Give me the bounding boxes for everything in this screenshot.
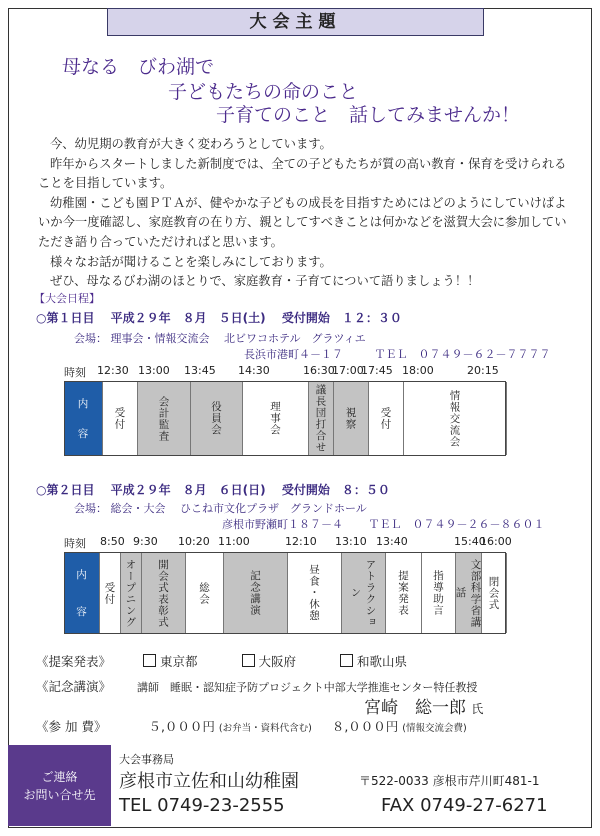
day2-label: ○第２日目 [36,483,95,497]
day2-time-tick: 10:20 [178,535,210,548]
day2-timeline-cell: 閉会式 [482,553,507,633]
speaker-suffix: 氏 [471,702,484,716]
fee-2-note: (情報交流会費) [402,723,467,734]
fee-row [36,717,467,735]
proposal-label: 《提案発表》 [36,654,112,669]
day1-date: 平成２９年 ８月 ５日(土) [110,311,266,325]
checkbox-icon [143,654,156,667]
office-name: 大会事務局 [119,753,174,766]
day2-timeline-cell: アトラクション [342,553,386,633]
day1-venue [74,330,366,346]
intro-paragraph: 幼稚園・こども園ＰＴＡが、健やかな子どもの成長を目指すためにはどのようにしていけばよいか今一度確認し、家庭教育の在り方、親としてすべきことは何かなどを滋賀大会に参加していただき語り合っていただければと思います。 [38,195,567,249]
day2-time-tick: 13:40 [376,535,408,548]
day1-time-tick: 20:15 [467,364,499,377]
day1-timeline-cell: 受付 [103,382,138,455]
day2-time-tick: 13:10 [335,535,367,548]
fee-2: ８,０００円 [331,719,399,734]
intro-paragraph: 様々なお話が聞けることを楽しみにしております。 [50,254,332,269]
proposal-option: 東京都 [143,654,198,669]
day2-timeline-cell: 受付 [100,553,121,633]
venue-name: 理事会・情報交流会 北ビワコホテル グラツィエ [110,332,366,345]
venue-address: 長浜市港町４－１７ [244,348,343,361]
theme-line-2: 子どもたちの命のこと [168,81,359,103]
day1-time-tick: 13:00 [138,364,170,377]
fee-1: ５,０００円 [148,719,215,734]
day2-timeline-cell: オープニング [121,553,142,633]
day1-time-label: 時刻 [64,366,86,379]
day1-time-tick: 12:30 [97,364,129,377]
day2-venue [74,500,367,516]
day2-header [36,481,402,498]
venue-tel: ＴＥＬ ０７４９－６２－７７７７ [374,348,551,361]
day1-timeline-cell: 議長団打合せ [309,382,334,455]
day1-header [36,309,414,326]
venue-label: 会場： [74,332,107,345]
fee-1-note: (お弁当・資料代含む) [218,723,312,734]
school-address: 〒522-0033 彦根市芹川町481-1 [359,774,540,788]
day2-time-label: 時刻 [64,537,86,550]
venue-tel: ＴＥＬ ０７４９－２６－８６０１ [368,518,545,531]
day2-timeline-cell: 記念講演 [224,553,288,633]
day1-timeline-cell: 受付 [369,382,404,455]
proposal-option: 大阪府 [242,654,297,669]
day2-timeline [64,552,506,634]
day2-time-tick: 16:00 [480,535,512,548]
day2-timeline-cell: 内 容 [65,553,100,633]
day2-timeline-cell: 提案発表 [386,553,422,633]
day2-timeline-cell: 文部科学省講話 [456,553,482,633]
schedule-label: 【大会日程】 [34,292,100,305]
proposal-option: 和歌山県 [340,654,407,669]
proposal-row [36,652,407,670]
day1-address [244,346,551,362]
theme-line-3: 子育てのこと 話してみませんか！ [216,104,521,126]
day2-time-tick: 15:40 [454,535,486,548]
day1-timeline-cell: 理事会 [243,382,309,455]
contact-label-2: お問い合せ先 [23,787,96,802]
day1-time-tick: 14:30 [238,364,270,377]
checkbox-icon [242,654,255,667]
day2-time-tick: 12:10 [285,535,317,548]
day2-timeline-cell: 指導助言 [422,553,456,633]
fee-label: 《参 加 費》 [36,719,107,734]
speaker-name: 宮崎 総一郎 [364,698,466,718]
school-name: 彦根市立佐和山幼稚園 [119,771,299,792]
intro-paragraph: ぜひ、母なるびわ湖のほとりで、家庭教育・子育てについて語りましょう！！ [50,274,480,289]
day1-reception: 受付開始 １２：３０ [281,311,402,325]
day1-timeline-cell: 役員会 [191,382,243,455]
venue-label: 会場： [74,502,107,515]
day1-time-tick: 16:30 [303,364,335,377]
day1-timeline-cell: 会計監査 [138,382,191,455]
contact-details [111,745,590,826]
day1-time-tick: 18:00 [402,364,434,377]
page-title: 大会主題 [107,8,484,36]
day2-date: 平成２９年 ８月 ６日(日) [110,483,266,497]
day2-reception: 受付開始 ８：５０ [281,483,390,497]
day2-time-tick: 11:00 [218,535,250,548]
day2-timeline-cell: 昼食・休憩 [288,553,342,633]
intro-paragraph: 今、幼児期の教育が大きく変わろうとしています。 [50,137,332,151]
theme-line-1: 母なる びわ湖で [62,56,215,78]
checkbox-icon [340,654,353,667]
venue-address: 彦根市野瀬町１８７－４ [222,518,343,531]
intro-paragraph: 昨年からスタートしました新制度では、全ての子どもたちが質の高い教育・保育を受けられることを目指しています。 [38,156,567,191]
lecture-label: 《記念講演》 [36,679,112,694]
intro-text [38,135,578,292]
day1-timeline-cell: 内 容 [65,382,103,455]
day2-time-tick: 9:30 [133,535,158,548]
day1-time-tick: 17:00 [332,364,364,377]
day2-address [222,516,545,532]
day1-label: ○第１日目 [36,311,95,325]
day2-timeline-cell: 総会 [186,553,224,633]
day1-timeline [64,381,506,456]
day1-timeline-cell: 視察 [334,382,369,455]
day1-timeline-cell: 情報交流会 [404,382,507,455]
school-tel: TEL 0749-23-2555 [119,795,285,816]
day2-timeline-cell: 開会式表彰式 [142,553,186,633]
day1-time-tick: 13:45 [184,364,216,377]
lecture-speaker-title: 講師 睡眠・認知症予防プロジェクト中部大学推進センター特任教授 [137,681,478,694]
venue-name: 総会・大会 ひこね市文化プラザ グランドホール [110,502,367,515]
contact-label-1: ご連絡 [41,769,78,784]
contact-box [8,745,111,826]
day1-time-tick: 17:45 [361,364,393,377]
school-fax: FAX 0749-27-6271 [381,795,548,816]
day2-time-tick: 8:50 [100,535,125,548]
lecture-speaker [364,693,483,718]
